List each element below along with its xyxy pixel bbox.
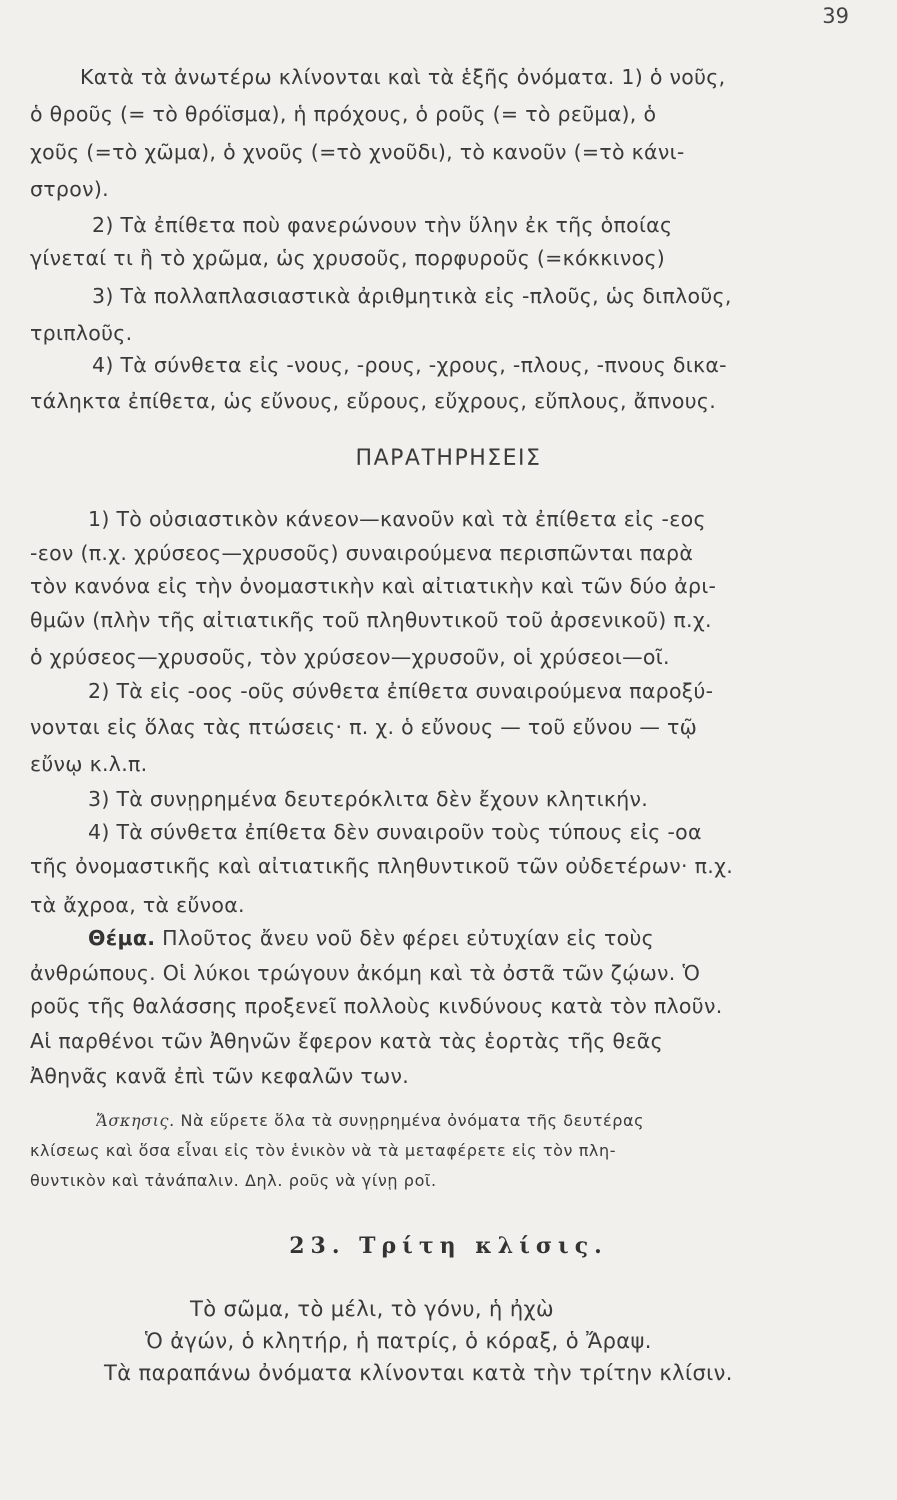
text-line: τῆς ὀνομαστικῆς καὶ αἰτιατικῆς πληθυντικοῦ τῶν οὐδετέρων· π.χ. bbox=[30, 854, 734, 878]
text-line: -εον (π.χ. χρύσεος—χρυσοῦς) συναιρούμενα περισπῶνται παρὰ bbox=[30, 541, 694, 565]
text-line: 4) Τὰ σύνθετα εἰς -νους, -ρους, -χρους, -πλους, -πνους δικα- bbox=[92, 353, 727, 377]
section-heading: ΠΑΡΑΤΗΡΗΣΕΙΣ bbox=[355, 446, 542, 471]
lesson-title: 23. Τρίτη κλίσις. bbox=[289, 1233, 608, 1259]
text-line: 2) Τὰ εἰς -οος -οῦς σύνθετα ἐπίθετα συναιρούμενα παροξύ- bbox=[88, 679, 714, 703]
text-line: ἀνθρώπους. Οἱ λύκοι τρώγουν ἀκόμη καὶ τὰ ὀστᾶ τῶν ζῴων. Ὁ bbox=[30, 961, 701, 985]
text-line: ὁ χρύσεος—χρυσοῦς, τὸν χρύσεον—χρυσοῦν, οἱ χρύσεοι—οῖ. bbox=[30, 645, 670, 669]
text-line: χοῦς (=τὸ χῶμα), ὁ χνοῦς (=τὸ χνοῦδι), τὸ κανοῦν (=τὸ κάνι- bbox=[30, 140, 685, 164]
text-line: ὁ θροῦς (= τὸ θρόϊσμα), ἡ πρόχους, ὁ ροῦς (= τὸ ρεῦμα), ὁ bbox=[30, 102, 657, 126]
text-line: Κατὰ τὰ ἀνωτέρω κλίνονται καὶ τὰ ἑξῆς ὀνόματα. 1) ὁ νοῦς, bbox=[80, 65, 726, 89]
text-line: θμῶν (πλὴν τῆς αἰτιατικῆς τοῦ πληθυντικοῦ τοῦ ἀρσενικοῦ) π.χ. bbox=[30, 608, 712, 632]
text-line: γίνεταί τι ἢ τὸ χρῶμα, ὡς χρυσοῦς, πορφυροῦς (=κόκκινος) bbox=[30, 246, 666, 270]
poem-line: Τὸ σῶμα, τὸ μέλι, τὸ γόνυ, ἡ ἠχὼ bbox=[190, 1297, 555, 1321]
text-line: Αἱ παρθένοι τῶν Ἀθηνῶν ἔφερον κατὰ τὰς ἑορτὰς τῆς θεᾶς bbox=[30, 1029, 663, 1053]
text-line: 2) Τὰ ἐπίθετα ποὺ φανερώνουν τὴν ὕλην ἐκ τῆς ὁποίας bbox=[92, 213, 673, 237]
theme-label: Θέμα. bbox=[88, 926, 156, 950]
poem-line: Ὁ ἀγών, ὁ κλητήρ, ἡ πατρίς, ὁ κόραξ, ὁ Ἄραψ. bbox=[145, 1329, 652, 1353]
text-line: κλίσεως καὶ ὅσα εἶναι εἰς τὸν ἑνικὸν νὰ τὰ μεταφέρετε εἰς τὸν πλη- bbox=[30, 1141, 617, 1160]
text-line: τὰ ἄχροα, τὰ εὔνοα. bbox=[30, 893, 245, 917]
text-line: 1) Τὸ οὐσιαστικὸν κάνεον—κανοῦν καὶ τὰ ἐπίθετα εἰς -εος bbox=[88, 507, 706, 531]
text-line: εὔνῳ κ.λ.π. bbox=[30, 752, 148, 776]
text-line: 4) Τὰ σύνθετα ἐπίθετα δὲν συναιροῦν τοὺς τύπους εἰς -οα bbox=[88, 820, 702, 844]
theme-text: Πλοῦτος ἄνευ νοῦ δὲν φέρει εὐτυχίαν εἰς τοὺς bbox=[162, 926, 654, 950]
theme-paragraph-first-line bbox=[88, 925, 863, 951]
text-line: 3) Τὰ πολλαπλασιαστικὰ ἀριθμητικὰ εἰς -πλοῦς, ὡς διπλοῦς, bbox=[92, 284, 732, 308]
text-line: νονται εἰς ὅλας τὰς πτώσεις· π. χ. ὁ εὔνους — τοῦ εὔνου — τῷ bbox=[30, 715, 698, 739]
text-line: στρον). bbox=[30, 177, 109, 201]
exercise-text: Νὰ εὕρετε ὅλα τὰ συνῃρημένα ὀνόματα τῆς δευτέρας bbox=[180, 1111, 645, 1130]
page-number: 39 bbox=[822, 4, 849, 28]
poem-line: Τὰ παραπάνω ὀνόματα κλίνονται κατὰ τὴν τρίτην κλίσιν. bbox=[104, 1361, 733, 1385]
text-line: θυντικὸν καὶ τἀνάπαλιν. Δηλ. ροῦς νὰ γίνῃ ροῖ. bbox=[30, 1171, 437, 1190]
text-line: τάληκτα ἐπίθετα, ὡς εὔνους, εὔρους, εὔχρους, εὔπλους, ἄπνους. bbox=[30, 389, 717, 413]
text-line: τὸν κανόνα εἰς τὴν ὀνομαστικὴν καὶ αἰτιατικὴν καὶ τῶν δύο ἀρι- bbox=[30, 574, 717, 598]
exercise-label: Ἄσκησις. bbox=[96, 1111, 175, 1130]
exercise-first-line bbox=[96, 1108, 863, 1134]
text-line: 3) Τὰ συνῃρημένα δευτερόκλιτα δὲν ἔχουν κλητικήν. bbox=[88, 787, 649, 811]
text-line: ροῦς τῆς θαλάσσης προξενεῖ πολλοὺς κινδύνους κατὰ τὸν πλοῦν. bbox=[30, 994, 723, 1018]
text-line: Ἀθηνᾶς κανᾶ ἐπὶ τῶν κεφαλῶν των. bbox=[30, 1064, 410, 1088]
text-line: τριπλοῦς. bbox=[30, 321, 133, 345]
